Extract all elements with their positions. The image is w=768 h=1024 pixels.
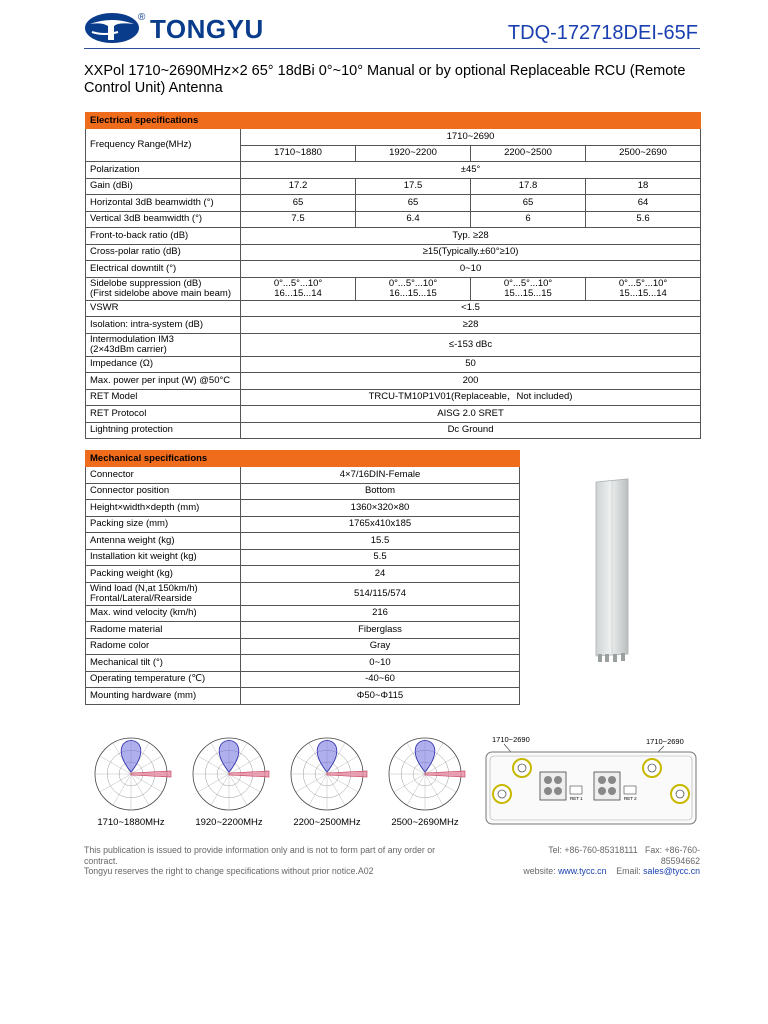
- cell: 5.6: [586, 211, 701, 228]
- row-label: Radome material: [86, 622, 241, 639]
- sidelobe-text: 15...15...14: [619, 287, 667, 299]
- row-label: Cross-polar ratio (dB): [86, 244, 241, 261]
- footer-disclaimer: [84, 845, 484, 877]
- cell: 514/115/574: [241, 582, 520, 605]
- table-row: [86, 317, 701, 334]
- cell: 6: [471, 211, 586, 228]
- table-row: [86, 406, 701, 423]
- table-row: [86, 605, 520, 622]
- row-label: RET Protocol: [86, 406, 241, 423]
- table-row: [86, 533, 520, 550]
- radiation-pattern-plot: [193, 738, 269, 810]
- cell: 65: [241, 195, 356, 212]
- radiation-pattern-plot: [95, 738, 171, 810]
- row-label: Max. power per input (W) @50°C: [86, 373, 241, 390]
- footer-line: Tongyu reserves the right to change specifications without prior notice.A02: [84, 866, 374, 876]
- table-row: [86, 422, 701, 439]
- port-label-right: 1710~2690: [646, 737, 684, 746]
- pattern-label: 1920~2200MHz: [195, 817, 263, 828]
- cell: ≥28: [241, 317, 701, 334]
- pattern-label: 1710~1880MHz: [97, 817, 165, 828]
- row-label: [86, 582, 241, 605]
- footer-line: This publication is issued to provide information only and is not to form part of any order or: [84, 845, 436, 855]
- pattern-label: 2200~2500MHz: [293, 817, 361, 828]
- row-label: Mechanical tilt (°): [86, 655, 241, 672]
- cell: 1710~2690: [241, 129, 701, 146]
- pattern-label: 2500~2690MHz: [391, 817, 459, 828]
- table-row: [86, 671, 520, 688]
- cell: [471, 277, 586, 300]
- table-row: [86, 655, 520, 672]
- ret1-label: RET 1: [570, 796, 583, 801]
- row-label-line: (2×43dBm carrier): [90, 343, 167, 355]
- row-label: Connector: [86, 467, 241, 484]
- cell: [586, 277, 701, 300]
- brand-name: TONGYU: [150, 14, 264, 44]
- table-row: [86, 389, 701, 406]
- cell: <1.5: [241, 300, 701, 317]
- table-row: [86, 373, 701, 390]
- section-header: [86, 451, 520, 467]
- table-row: [86, 622, 520, 639]
- cell: 50: [241, 356, 701, 373]
- tilt-text: 0°...5°...10°: [273, 277, 323, 289]
- table-row: [86, 356, 701, 373]
- table-row: [86, 300, 701, 317]
- row-label: Installation kit weight (kg): [86, 549, 241, 566]
- cell: Bottom: [241, 483, 520, 500]
- radiation-pattern-plot: [291, 738, 367, 810]
- tongyu-logo-icon: [84, 12, 140, 44]
- cell: [356, 277, 471, 300]
- fax-text-2: 85594662: [660, 855, 700, 866]
- row-label: Max. wind velocity (km/h): [86, 605, 241, 622]
- row-label: Horizontal 3dB beamwidth (°): [86, 195, 241, 212]
- table-row: [86, 211, 701, 228]
- row-label: Height×width×depth (mm): [86, 500, 241, 517]
- cell: ≥15(Typically.±60°≥10): [241, 244, 701, 261]
- row-label: Gain (dBi): [86, 178, 241, 195]
- header-divider: [84, 48, 700, 49]
- row-label: Mounting hardware (mm): [86, 688, 241, 705]
- cell: AISG 2.0 SRET: [241, 406, 701, 423]
- cell: 65: [471, 195, 586, 212]
- cell: 24: [241, 566, 520, 583]
- sidelobe-text: 15...15...15: [504, 287, 552, 299]
- section-header: [86, 113, 701, 129]
- cell: Fiberglass: [241, 622, 520, 639]
- row-label-line: Wind load (N,at 150km/h): [90, 582, 198, 594]
- table-row: [86, 582, 520, 605]
- row-label: Impedance (Ω): [86, 356, 241, 373]
- cell: 15.5: [241, 533, 520, 550]
- cell: 65: [356, 195, 471, 212]
- row-label: Lightning protection: [86, 422, 241, 439]
- table-row: [86, 638, 520, 655]
- table-row: [86, 162, 701, 179]
- row-label: Front-to-back ratio (dB): [86, 228, 241, 245]
- sidelobe-text: 16...15...15: [389, 287, 437, 299]
- cell: 17.5: [356, 178, 471, 195]
- tilt-text: 0°...5°...10°: [618, 277, 668, 289]
- cell: 18: [586, 178, 701, 195]
- cell: TRCU-TM10P1V01(Replaceable，Not included): [241, 389, 701, 406]
- table-row: [86, 549, 520, 566]
- band-cell: 1920~2200: [356, 145, 471, 162]
- page-header: [0, 0, 768, 52]
- cell: Typ. ≥28: [241, 228, 701, 245]
- table-row: [86, 333, 701, 356]
- cell: 0~10: [241, 655, 520, 672]
- mechanical-spec-table: [85, 450, 520, 705]
- tilt-text: 0°...5°...10°: [503, 277, 553, 289]
- cell: 1765x410x185: [241, 516, 520, 533]
- table-row: [86, 244, 701, 261]
- port-diagram: [484, 728, 700, 828]
- web-label: website:: [523, 866, 559, 876]
- table-row: [86, 500, 520, 517]
- row-label: Frequency Range(MHz): [86, 129, 241, 162]
- row-label: RET Model: [86, 389, 241, 406]
- cell: 5.5: [241, 549, 520, 566]
- cell: 0~10: [241, 261, 701, 278]
- table-row: [86, 129, 701, 146]
- cell: Gray: [241, 638, 520, 655]
- cell: ±45°: [241, 162, 701, 179]
- antenna-product-image: [593, 478, 631, 666]
- cell: 6.4: [356, 211, 471, 228]
- table-row: [86, 228, 701, 245]
- table-row: [86, 178, 701, 195]
- row-label: Vertical 3dB beamwidth (°): [86, 211, 241, 228]
- band-cell: 2500~2690: [586, 145, 701, 162]
- row-label: [86, 277, 241, 300]
- row-label: Isolation: intra-system (dB): [86, 317, 241, 334]
- cell: 1360×320×80: [241, 500, 520, 517]
- cell: 64: [586, 195, 701, 212]
- registered-mark: ®: [138, 12, 146, 23]
- row-label-line: Intermodulation IM3: [90, 333, 174, 345]
- row-label-line: Sidelobe suppression (dB): [90, 277, 202, 289]
- row-label: [86, 333, 241, 356]
- table-row: [86, 483, 520, 500]
- row-label: Electrical downtilt (°): [86, 261, 241, 278]
- electrical-heading: Electrical specifications: [86, 113, 701, 129]
- tel-text: Tel: +86-760-85318111: [548, 845, 638, 855]
- row-label: Polarization: [86, 162, 241, 179]
- cell: -40~60: [241, 671, 520, 688]
- table-row: [86, 688, 520, 705]
- radiation-patterns: [84, 726, 484, 822]
- email-label: Email:: [616, 866, 644, 876]
- electrical-spec-table: [85, 112, 701, 439]
- fax-text: Fax: +86-760-: [644, 845, 700, 855]
- footer-phone-line: [480, 845, 700, 856]
- tilt-text: 0°...5°...10°: [388, 277, 438, 289]
- cell: Φ50~Φ115: [241, 688, 520, 705]
- table-row: [86, 467, 520, 484]
- cell: Dc Ground: [241, 422, 701, 439]
- row-label: Antenna weight (kg): [86, 533, 241, 550]
- row-label-line: (First sidelobe above main beam): [90, 287, 231, 299]
- website-link[interactable]: www.tycc.cn: [558, 866, 607, 876]
- row-label: Packing size (mm): [86, 516, 241, 533]
- row-label: VSWR: [86, 300, 241, 317]
- table-row: [86, 516, 520, 533]
- sidelobe-text: 16...15...14: [274, 287, 322, 299]
- table-row: [86, 566, 520, 583]
- footer-line: contract.: [84, 855, 118, 866]
- cell: 17.2: [241, 178, 356, 195]
- cell: ≤-153 dBc: [241, 333, 701, 356]
- ret2-label: RET 2: [624, 796, 637, 801]
- page-title: XXPol 1710~2690MHz×2 65° 18dBi 0°~10° Manual or by optional Replaceable RCU (Remote Control Unit) Antenna: [84, 63, 686, 96]
- row-label: Connector position: [86, 483, 241, 500]
- cell: 4×7/16DIN-Female: [241, 467, 520, 484]
- mechanical-heading: Mechanical specifications: [86, 451, 520, 467]
- table-row: [86, 195, 701, 212]
- cell: 7.5: [241, 211, 356, 228]
- band-cell: 2200~2500: [471, 145, 586, 162]
- model-number: TDQ-172718DEI-65F: [507, 22, 698, 44]
- row-label-line: Frontal/Lateral/Rearside: [90, 592, 192, 604]
- cell: 200: [241, 373, 701, 390]
- row-label: Packing weight (kg): [86, 566, 241, 583]
- cell: 216: [241, 605, 520, 622]
- cell: 17.8: [471, 178, 586, 195]
- cell: [241, 277, 356, 300]
- row-label: Radome color: [86, 638, 241, 655]
- band-cell: 1710~1880: [241, 145, 356, 162]
- footer-contact: [480, 845, 700, 877]
- port-label-left: 1710~2690: [492, 735, 530, 744]
- table-row: [86, 261, 701, 278]
- radiation-pattern-plot: [389, 738, 465, 810]
- table-row: [86, 277, 701, 300]
- row-label: Operating temperature (℃): [86, 671, 241, 688]
- footer-web-line: [480, 866, 700, 877]
- email-link[interactable]: sales@tycc.cn: [643, 866, 700, 876]
